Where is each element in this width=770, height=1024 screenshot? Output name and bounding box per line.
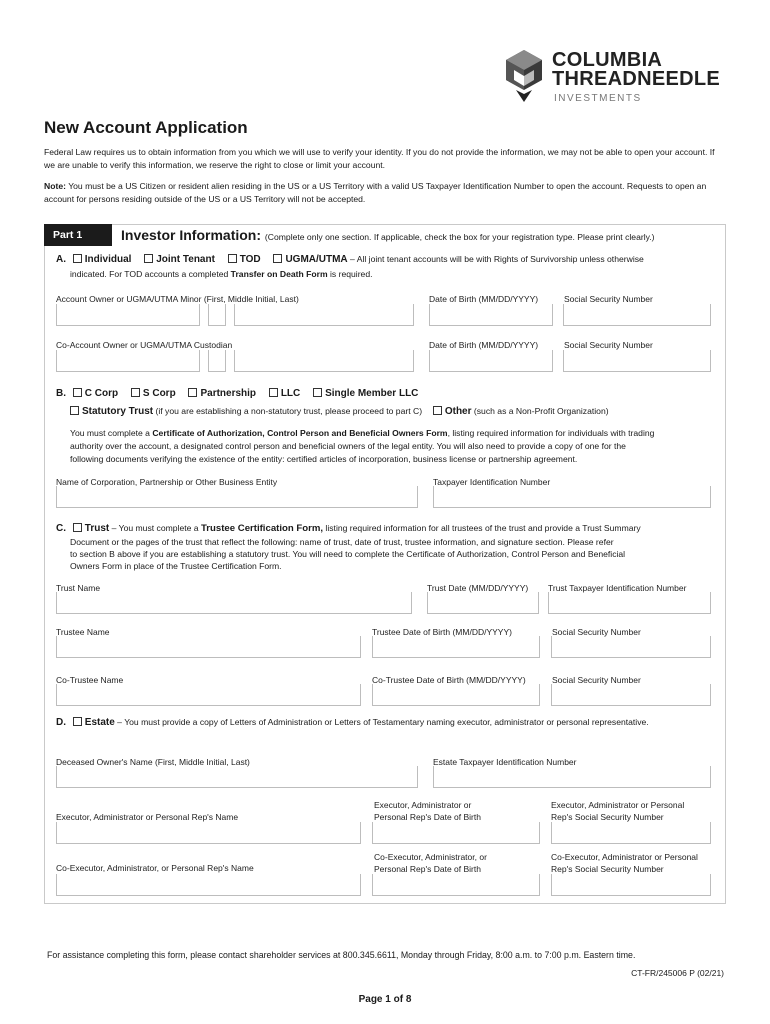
coowner-ssn-label: Social Security Number (564, 340, 653, 350)
s-corp-checkbox[interactable] (131, 388, 140, 397)
tod-label: TOD (239, 254, 261, 265)
entity-name-label: Name of Corporation, Partnership or Other Business Entity (56, 477, 278, 487)
intro-text: Federal Law requires us to obtain information from you which we will use to verify your identity. If you do not provide the information, we may not be able to open your account. If we are unable to verify this information, we reserve the right to close or limit your account. (44, 147, 715, 170)
cotrustee-ssn-label: Social Security Number (552, 675, 641, 685)
cotrustee-name-field[interactable] (56, 684, 361, 706)
llc-checkbox[interactable] (269, 388, 278, 397)
executor-ssn-label-line-1: Executor, Administrator or Personal (551, 800, 685, 810)
section-b-text-1 (70, 427, 654, 440)
coexecutor-name-label: Co-Executor, Administrator, or Personal Rep's Name (56, 863, 254, 873)
section-a-note-2 (70, 268, 373, 281)
coowner-last-field[interactable] (234, 350, 414, 372)
coowner-dob-label: Date of Birth (MM/DD/YYYY) (429, 340, 539, 350)
executor-ssn-field[interactable] (551, 822, 711, 844)
llc-label: LLC (280, 388, 301, 399)
section-a-options (56, 254, 644, 265)
brand-line-1: COLUMBIA (552, 49, 663, 71)
coowner-dob-field[interactable] (429, 350, 553, 372)
section-c-text-1-start: – You must complete a (109, 523, 201, 533)
estate-tin-field[interactable] (433, 766, 711, 788)
statutory-trust-label: Statutory Trust (82, 406, 154, 417)
partnership-checkbox[interactable] (188, 388, 197, 397)
part1-title (121, 227, 655, 243)
individual-checkbox[interactable] (73, 254, 82, 263)
section-b-text-2: authority over the account, a designated control person and beneficial owners of the legal entity. You will also need to provide a copy of one for the (70, 441, 626, 451)
trustee-certification-form-name: Trustee Certification Form, (200, 523, 324, 534)
trust-tin-label: Trust Taxpayer Identification Number (548, 583, 687, 593)
statutory-trust-checkbox[interactable] (70, 406, 79, 415)
certificate-form-name: Certificate of Authorization, Control Person and Beneficial Owners Form (152, 428, 448, 438)
section-c-letter: C. (56, 523, 66, 534)
page-number: Page 1 of 8 (358, 994, 412, 1005)
trustee-ssn-field[interactable] (551, 636, 711, 658)
individual-label: Individual (84, 254, 132, 265)
owner-mi-field[interactable] (208, 304, 226, 326)
entity-tin-field[interactable] (433, 486, 711, 508)
trustee-name-label: Trustee Name (56, 627, 110, 637)
executor-ssn-label (551, 799, 684, 823)
ugma-utma-checkbox[interactable] (273, 254, 282, 263)
entity-name-field[interactable] (56, 486, 418, 508)
estate-label: Estate (84, 717, 115, 728)
s-corp-label: S Corp (142, 388, 176, 399)
note-paragraph (44, 180, 724, 206)
section-c-text-2: Document or the pages of the trust that reflect the following: name of trust, date of trust, trustee information, and signature section. Please refer (70, 537, 614, 547)
section-a-note-2-end: is required. (327, 269, 373, 279)
brand-line-2: THREADNEEDLE (552, 68, 721, 90)
executor-ssn-label-line-2: Rep's Social Security Number (551, 812, 664, 822)
trust-label: Trust (84, 523, 110, 534)
owner-label: Account Owner or UGMA/UTMA Minor (First, Middle Initial, Last) (56, 294, 299, 304)
other-checkbox[interactable] (433, 406, 442, 415)
section-d-text: – You must provide a copy of Letters of Administration or Letters of Testamentary naming executor, administrator or personal representative. (114, 717, 649, 727)
section-d-letter: D. (56, 717, 66, 728)
section-c-text-4: Owners Form in place of the Trustee Certification Form. (70, 561, 282, 571)
coexecutor-ssn-label (551, 851, 698, 875)
company-logo (502, 46, 732, 108)
part1-subtitle: (Complete only one section. If applicable, check the box for your registration type. Please print clearly.) (264, 232, 655, 242)
form-code: CT-FR/245006 P (02/21) (631, 968, 724, 978)
executor-name-field[interactable] (56, 822, 361, 844)
trust-tin-field[interactable] (548, 592, 711, 614)
estate-tin-label: Estate Taxpayer Identification Number (433, 757, 577, 767)
section-a-note-2-start: indicated. For TOD accounts a completed (70, 269, 231, 279)
estate-checkbox[interactable] (73, 717, 82, 726)
coexecutor-ssn-label-line-2: Rep's Social Security Number (551, 864, 664, 874)
section-b-text-1-end: , listing required information for individuals with trading (447, 428, 655, 438)
coexecutor-ssn-field[interactable] (551, 874, 711, 896)
coexecutor-ssn-label-line-1: Co-Executor, Administrator or Personal (551, 852, 698, 862)
part1-title-text: Investor Information: (121, 227, 262, 243)
owner-first-field[interactable] (56, 304, 200, 326)
section-b-letter: B. (56, 388, 66, 399)
section-a-note-1: – All joint tenant accounts will be with Rights of Survivorship unless otherwise (347, 254, 644, 264)
section-c-text-1-end: listing required information for all trustees of the trust and provide a Trust Summary (323, 523, 641, 533)
executor-name-label: Executor, Administrator or Personal Rep's Name (56, 812, 239, 822)
joint-tenant-checkbox[interactable] (144, 254, 153, 263)
entity-tin-label: Taxpayer Identification Number (433, 477, 551, 487)
ugma-utma-label: UGMA/UTMA (285, 254, 348, 265)
partnership-label: Partnership (200, 388, 257, 399)
c-corp-label: C Corp (84, 388, 119, 399)
c-corp-checkbox[interactable] (73, 388, 82, 397)
cotrustee-ssn-field[interactable] (551, 684, 711, 706)
coexecutor-dob-label-line-1: Co-Executor, Administrator, or (374, 852, 487, 862)
note-label: Note: (44, 181, 66, 191)
brand-line-3: INVESTMENTS (554, 93, 642, 104)
coexecutor-dob-label-line-2: Personal Rep's Date of Birth (374, 864, 481, 874)
coowner-first-field[interactable] (56, 350, 200, 372)
section-a-letter: A. (56, 254, 66, 265)
trustee-dob-field[interactable] (372, 636, 540, 658)
owner-dob-label: Date of Birth (MM/DD/YYYY) (429, 294, 539, 304)
coexecutor-dob-label (374, 851, 487, 875)
section-c-header (56, 523, 641, 534)
trustee-name-field[interactable] (56, 636, 361, 658)
note-text: You must be a US Citizen or resident alien residing in the US or a US Territory with a valid US Taxpayer Identification Number to open the account. Requests to open an account for persons residing outside of the US or a US Territory will not be accepted. (44, 181, 707, 204)
section-b-text-1-start: You must complete a (70, 428, 153, 438)
trust-name-field[interactable] (56, 592, 412, 614)
coowner-mi-field[interactable] (208, 350, 226, 372)
executor-dob-label-line-1: Executor, Administrator or (374, 800, 472, 810)
tod-checkbox[interactable] (228, 254, 237, 263)
coowner-ssn-field[interactable] (563, 350, 711, 372)
trustee-ssn-label: Social Security Number (552, 627, 641, 637)
single-member-llc-checkbox[interactable] (313, 388, 322, 397)
section-d-header (56, 717, 649, 728)
coexecutor-dob-field[interactable] (372, 874, 540, 896)
assistance-footer: For assistance completing this form, please contact shareholder services at 800.345.6611, Monday through Friday, 8:00 a.m. to 7:00 p.m. Eastern time. (47, 950, 636, 960)
section-b-options (56, 388, 418, 399)
logo-mark-icon (502, 46, 548, 104)
executor-dob-field[interactable] (372, 822, 540, 844)
trust-checkbox[interactable] (73, 523, 82, 532)
section-c-text-3: to section B above if you are establishing a statutory trust. You will need to complete the Certificate of Authorization, Control Person and Beneficial (70, 549, 626, 559)
executor-dob-label-line-2: Personal Rep's Date of Birth (374, 812, 481, 822)
section-b-row2 (66, 406, 609, 417)
page-title: New Account Application (44, 118, 248, 137)
section-b-text-3: following documents verifying the existence of the entity: certified articles of incorporation, business license or partnership agreement. (70, 454, 578, 464)
tod-form-name: Transfer on Death Form (230, 269, 328, 279)
trust-date-field[interactable] (427, 592, 539, 614)
trust-date-label: Trust Date (MM/DD/YYYY) (427, 583, 529, 593)
single-member-llc-label: Single Member LLC (325, 388, 419, 399)
deceased-name-field[interactable] (56, 766, 418, 788)
other-label: Other (444, 406, 472, 417)
joint-tenant-label: Joint Tenant (156, 254, 215, 265)
owner-last-field[interactable] (234, 304, 414, 326)
deceased-name-label: Deceased Owner's Name (First, Middle Initial, Last) (56, 757, 250, 767)
other-note: (such as a Non-Profit Organization) (471, 406, 609, 416)
owner-dob-field[interactable] (429, 304, 553, 326)
part1-tab: Part 1 (44, 224, 112, 246)
cotrustee-dob-field[interactable] (372, 684, 540, 706)
coexecutor-name-field[interactable] (56, 874, 361, 896)
cotrustee-name-label: Co-Trustee Name (56, 675, 124, 685)
trust-name-label: Trust Name (56, 583, 101, 593)
executor-dob-label (374, 799, 481, 823)
owner-ssn-label: Social Security Number (564, 294, 653, 304)
cotrustee-dob-label: Co-Trustee Date of Birth (MM/DD/YYYY) (372, 675, 526, 685)
coowner-label: Co-Account Owner or UGMA/UTMA Custodian (56, 340, 233, 350)
trustee-dob-label: Trustee Date of Birth (MM/DD/YYYY) (372, 627, 512, 637)
owner-ssn-field[interactable] (563, 304, 711, 326)
statutory-trust-note: (if you are establishing a non-statutory trust, please proceed to part C) (153, 406, 423, 416)
